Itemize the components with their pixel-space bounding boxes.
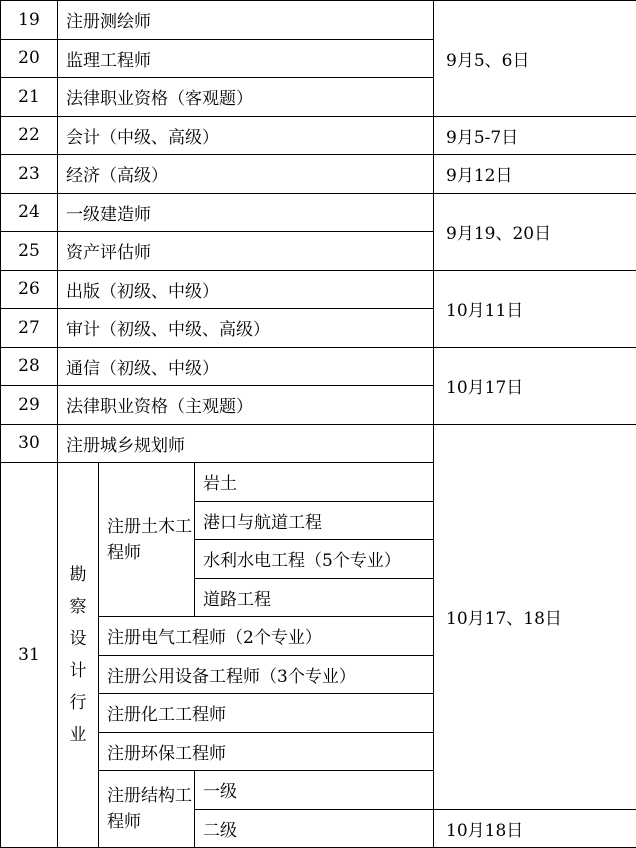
row-number: 25	[1, 232, 58, 271]
specialty-name: 水利水电工程（5个专业）	[195, 540, 434, 579]
exam-name: 出版（初级、中级）	[58, 270, 434, 309]
row-number: 29	[1, 386, 58, 425]
exam-name: 法律职业资格（客观题）	[58, 78, 434, 117]
table-row	[1, 347, 636, 386]
exam-date: 10月17、18日	[434, 424, 636, 809]
exam-date: 9月5、6日	[434, 1, 636, 117]
exam-name: 注册化工工程师	[99, 694, 434, 733]
exam-name: 通信（初级、中级）	[58, 347, 434, 386]
category-label	[58, 463, 99, 848]
table-row	[1, 116, 636, 155]
exam-date: 10月18日	[434, 809, 636, 848]
specialty-name: 道路工程	[195, 578, 434, 617]
row-number: 23	[1, 155, 58, 194]
exam-name: 经济（高级）	[58, 155, 434, 194]
row-number: 24	[1, 193, 58, 232]
specialty-name: 岩土	[195, 463, 434, 502]
exam-name: 会计（中级、高级）	[58, 116, 434, 155]
table-row	[1, 1, 636, 40]
row-number: 28	[1, 347, 58, 386]
row-number: 21	[1, 78, 58, 117]
row-number: 31	[1, 463, 58, 848]
exam-date: 10月17日	[434, 347, 636, 424]
exam-name: 注册环保工程师	[99, 732, 434, 771]
exam-date: 9月5-7日	[434, 116, 636, 155]
specialty-name: 一级	[195, 771, 434, 810]
exam-date: 10月11日	[434, 270, 636, 347]
row-number: 19	[1, 1, 58, 40]
exam-name: 注册电气工程师（2个专业）	[99, 617, 434, 656]
category-text: 勘察设计行业	[70, 559, 87, 751]
row-number: 26	[1, 270, 58, 309]
sub-category-label: 注册土木工程师	[99, 463, 195, 617]
table-row	[1, 424, 636, 463]
exam-name: 资产评估师	[58, 232, 434, 271]
exam-name: 注册城乡规划师	[58, 424, 434, 463]
table-row	[1, 270, 636, 309]
exam-date: 9月19、20日	[434, 193, 636, 270]
table-row	[1, 155, 636, 194]
row-number: 22	[1, 116, 58, 155]
exam-date: 9月12日	[434, 155, 636, 194]
specialty-name: 二级	[195, 809, 434, 848]
exam-name: 法律职业资格（主观题）	[58, 386, 434, 425]
exam-name: 监理工程师	[58, 39, 434, 78]
exam-name: 注册公用设备工程师（3个专业）	[99, 655, 434, 694]
specialty-name: 港口与航道工程	[195, 501, 434, 540]
sub-category-label: 注册结构工程师	[99, 771, 195, 848]
row-number: 30	[1, 424, 58, 463]
row-number: 27	[1, 309, 58, 348]
exam-name: 审计（初级、中级、高级）	[58, 309, 434, 348]
exam-name: 一级建造师	[58, 193, 434, 232]
table-row	[1, 193, 636, 232]
row-number: 20	[1, 39, 58, 78]
exam-name: 注册测绘师	[58, 1, 434, 40]
